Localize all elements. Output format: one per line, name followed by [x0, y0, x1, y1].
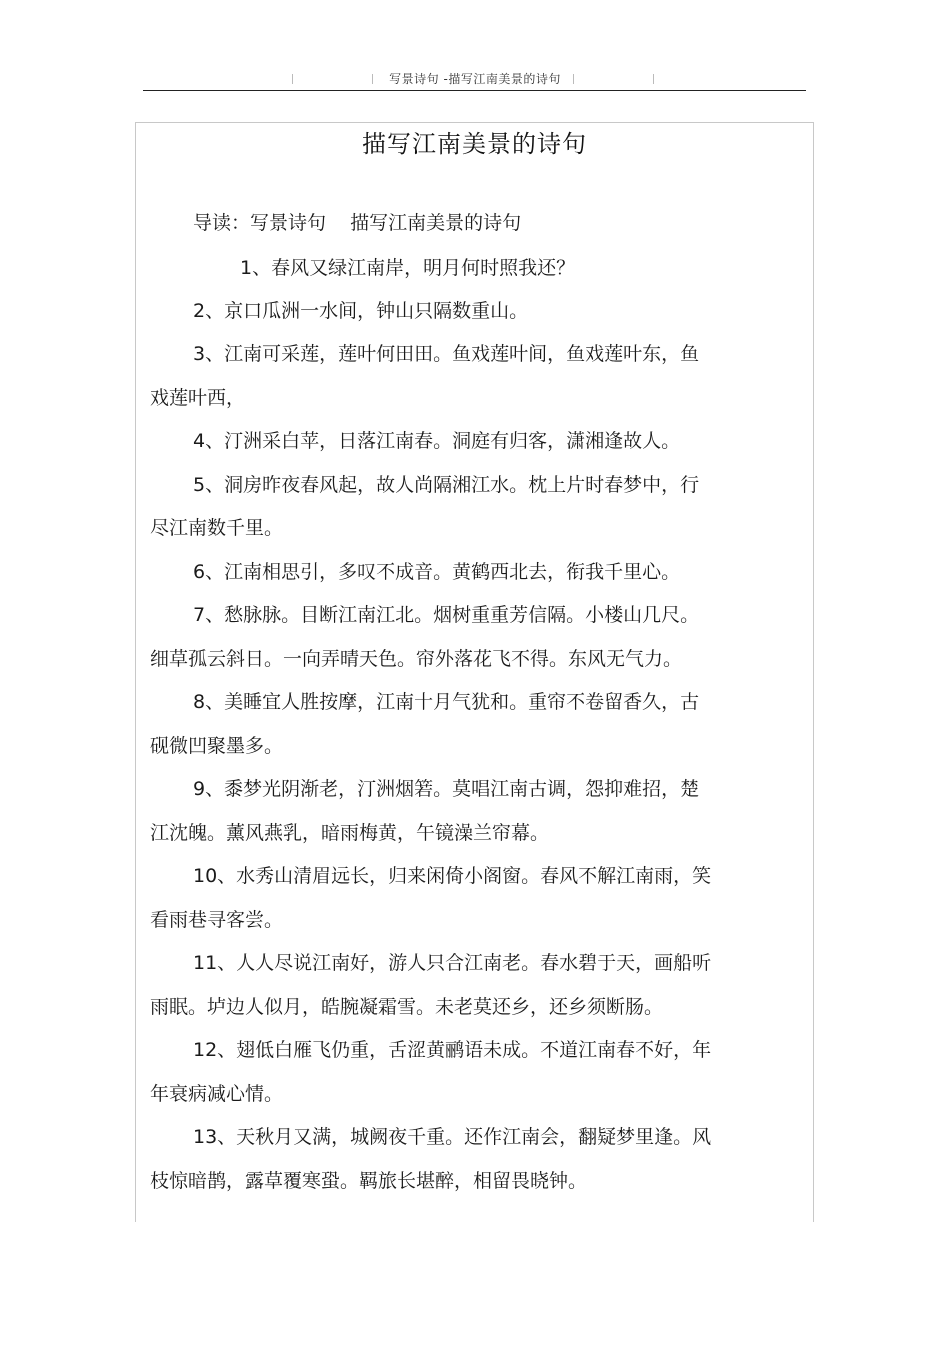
poem-line: 江沈魄。薰风燕乳，暗雨梅黄，午镜澡兰帘幕。: [150, 822, 550, 844]
poem-line: 5、洞房昨夜春风起，故人尚隔湘江水。枕上片时春梦中，行: [193, 474, 700, 496]
header-text: 写景诗句 -描写江南美景的诗句: [389, 72, 561, 86]
poem-line: 13、天秋月又满，城阙夜千重。还作江南会，翻疑梦里逢。风: [193, 1126, 712, 1148]
intro-line: 导读：写景诗句 描写江南美景的诗句: [193, 212, 522, 234]
poem-line: 年衰病减心情。: [150, 1083, 284, 1105]
poem-line: 1、春风又绿江南岸，明月何时照我还？: [240, 257, 576, 279]
poem-line: 12、翅低白雁飞仍重，舌涩黄鹂语未成。不道江南春不好，年: [193, 1039, 712, 1061]
header-tick-mark: [573, 74, 574, 84]
poem-line: 7、愁脉脉。目断江南江北。烟树重重芳信隔。小楼山几尺。: [193, 604, 700, 626]
poem-line: 雨眠。垆边人似月，皓腕凝霜雪。未老莫还乡，还乡须断肠。: [150, 996, 664, 1018]
poem-line: 2、京口瓜洲一水间，钟山只隔数重山。: [193, 300, 529, 322]
poem-line: 10、水秀山清眉远长，归来闲倚小阁窗。春风不解江南雨，笑: [193, 865, 712, 887]
poem-line: 11、人人尽说江南好，游人只合江南老。春水碧于天，画船听: [193, 952, 712, 974]
poem-line: 6、江南相思引，多叹不成音。黄鹤西北去，衔我千里心。: [193, 561, 681, 583]
document-title: 描写江南美景的诗句: [362, 130, 587, 158]
poem-line: 3、江南可采莲，莲叶何田田。鱼戏莲叶间，鱼戏莲叶东，鱼: [193, 343, 700, 365]
poem-line: 枝惊暗鹊，露草覆寒蛩。羁旅长堪醉，相留畏晓钟。: [150, 1170, 588, 1192]
header-tick-mark: [653, 74, 654, 84]
poem-line: 8、美睡宜人胜按摩，江南十月气犹和。重帘不卷留香久，古: [193, 691, 700, 713]
poem-line: 细草孤云斜日。一向弄晴天色。帘外落花飞不得。东风无气力。: [150, 648, 683, 670]
poem-line: 尽江南数千里。: [150, 517, 284, 539]
header-rule: [143, 90, 806, 91]
poem-line: 9、黍梦光阴渐老，汀洲烟箬。莫唱江南古调，怨抑难招，楚: [193, 778, 700, 800]
poem-line: 看雨巷寻客尝。: [150, 909, 284, 931]
page-header: [0, 64, 950, 94]
poem-line: 砚微凹聚墨多。: [150, 735, 284, 757]
poem-line: 4、汀洲采白苹，日落江南春。洞庭有归客，潇湘逢故人。: [193, 430, 681, 452]
poem-line: 戏莲叶西，: [150, 387, 246, 409]
